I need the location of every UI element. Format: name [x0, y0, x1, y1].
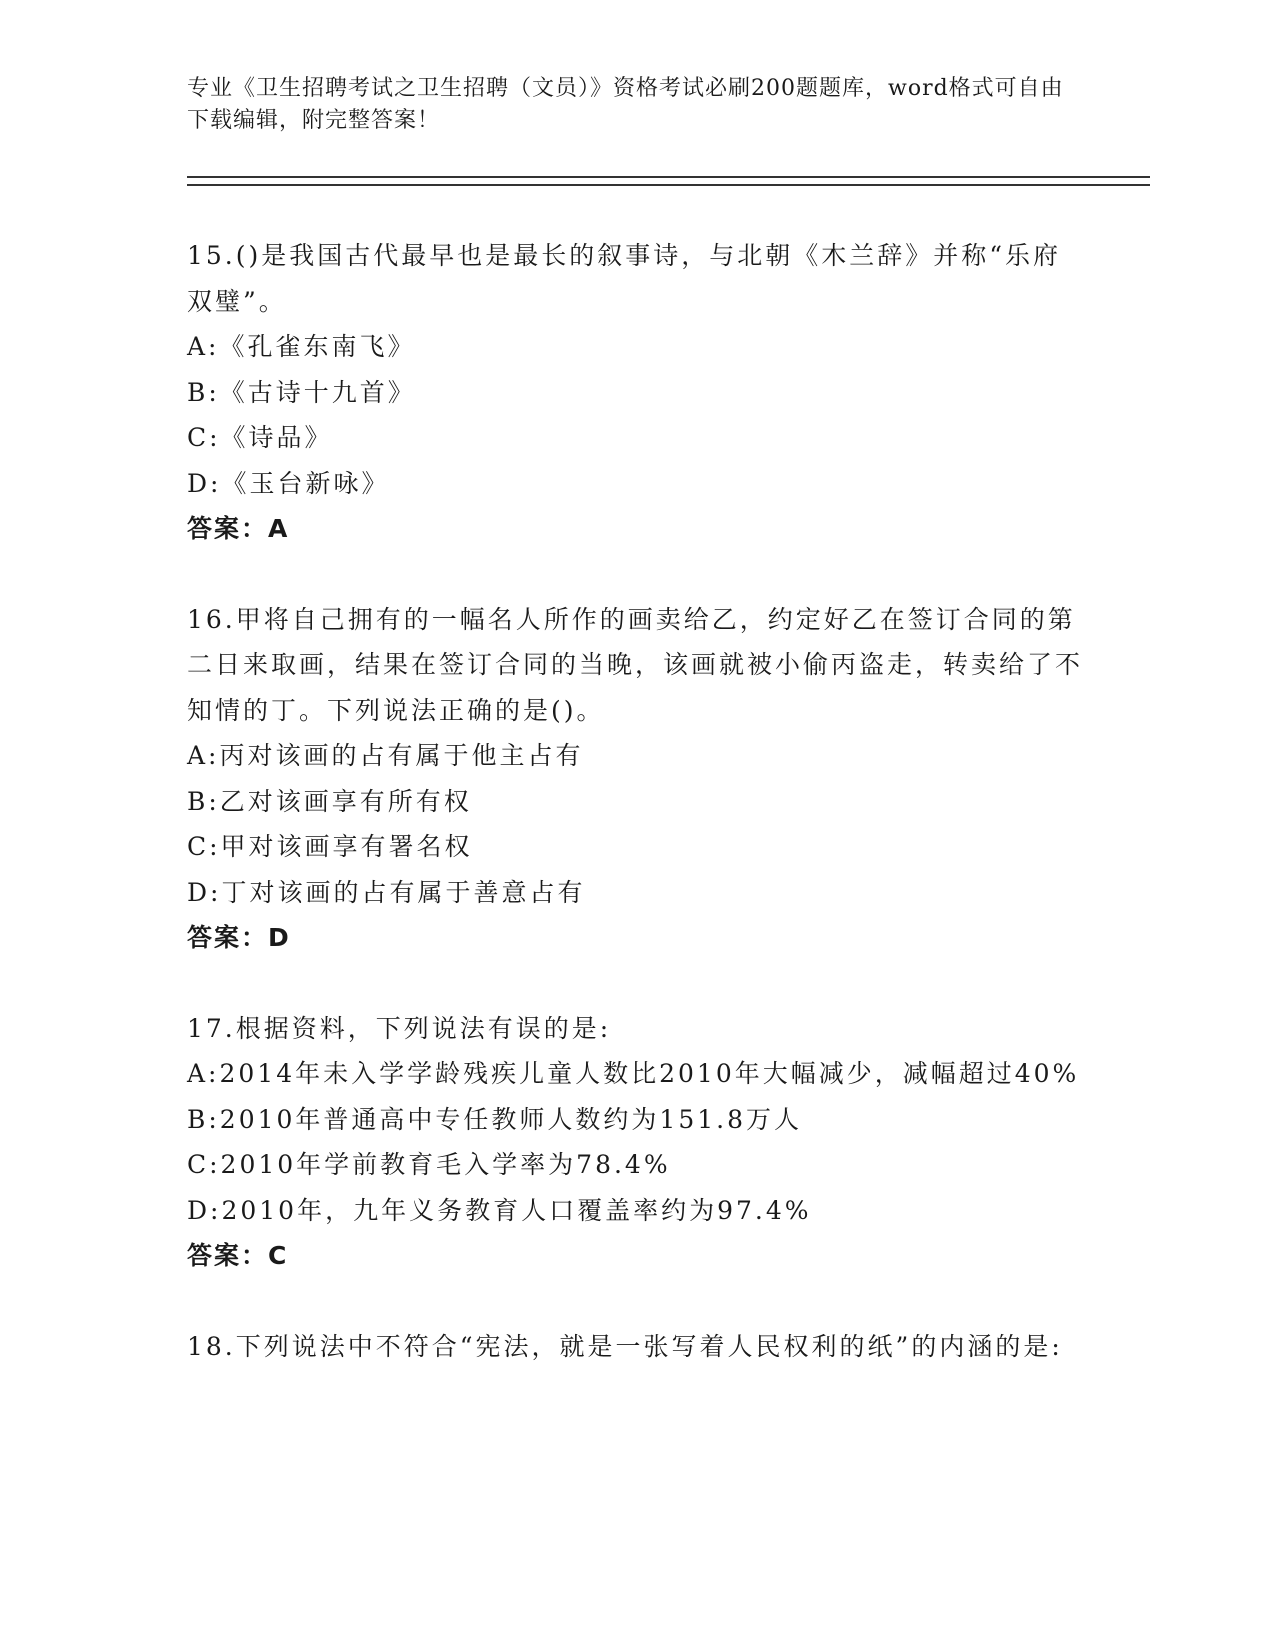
option-d: D:《玉台新咏》: [187, 468, 390, 498]
question-item: [187, 1006, 1087, 1279]
option-b: B:《古诗十九首》: [187, 377, 416, 407]
option-b: B:乙对该画享有所有权: [187, 786, 472, 816]
question-item: [187, 597, 1087, 961]
answer-line: 答案：D: [187, 923, 291, 952]
header-divider: [187, 176, 1150, 186]
option-d: D:丁对该画的占有属于善意占有: [187, 877, 586, 907]
option-a: A:2014年未入学学龄残疾儿童人数比2010年大幅减少，减幅超过40%: [187, 1059, 1080, 1088]
option-d: D:2010年，九年义务教育人口覆盖率约为97.4%: [187, 1195, 812, 1225]
question-stem: 18.下列说法中不符合“宪法，就是一张写着人民权利的纸”的内涵的是:: [187, 1331, 1063, 1361]
question-list: [187, 233, 1087, 1414]
document-header: [187, 73, 1067, 137]
question-item: [187, 233, 1087, 552]
question-stem: 17.根据资料，下列说法有误的是:: [187, 1013, 612, 1043]
option-c: C:甲对该画享有署名权: [187, 832, 473, 861]
answer-line: 答案：C: [187, 1241, 289, 1270]
answer-line: 答案：A: [187, 514, 290, 543]
option-a: A:丙对该画的占有属于他主占有: [187, 741, 584, 770]
header-text: 专业《卫生招聘考试之卫生招聘（文员）》资格考试必刷200题题库，word格式可自由下载编辑，附完整答案！: [187, 76, 1064, 133]
question-stem: 15.()是我国古代最早也是最长的叙事诗，与北朝《木兰辞》并称“乐府双璧”。: [187, 241, 1062, 316]
question-item: [187, 1324, 1087, 1370]
option-c: C:《诗品》: [187, 423, 333, 452]
option-a: A:《孔雀东南飞》: [187, 332, 416, 361]
question-stem: 16.甲将自己拥有的一幅名人所作的画卖给乙，约定好乙在签订合同的第二日来取画，结果在签订合同的当晚，该画就被小偷丙盗走，转卖给了不知情的丁。下列说法正确的是()。: [187, 604, 1084, 725]
option-b: B:2010年普通高中专任教师人数约为151.8万人: [187, 1104, 802, 1134]
option-c: C:2010年学前教育毛入学率为78.4%: [187, 1150, 671, 1179]
